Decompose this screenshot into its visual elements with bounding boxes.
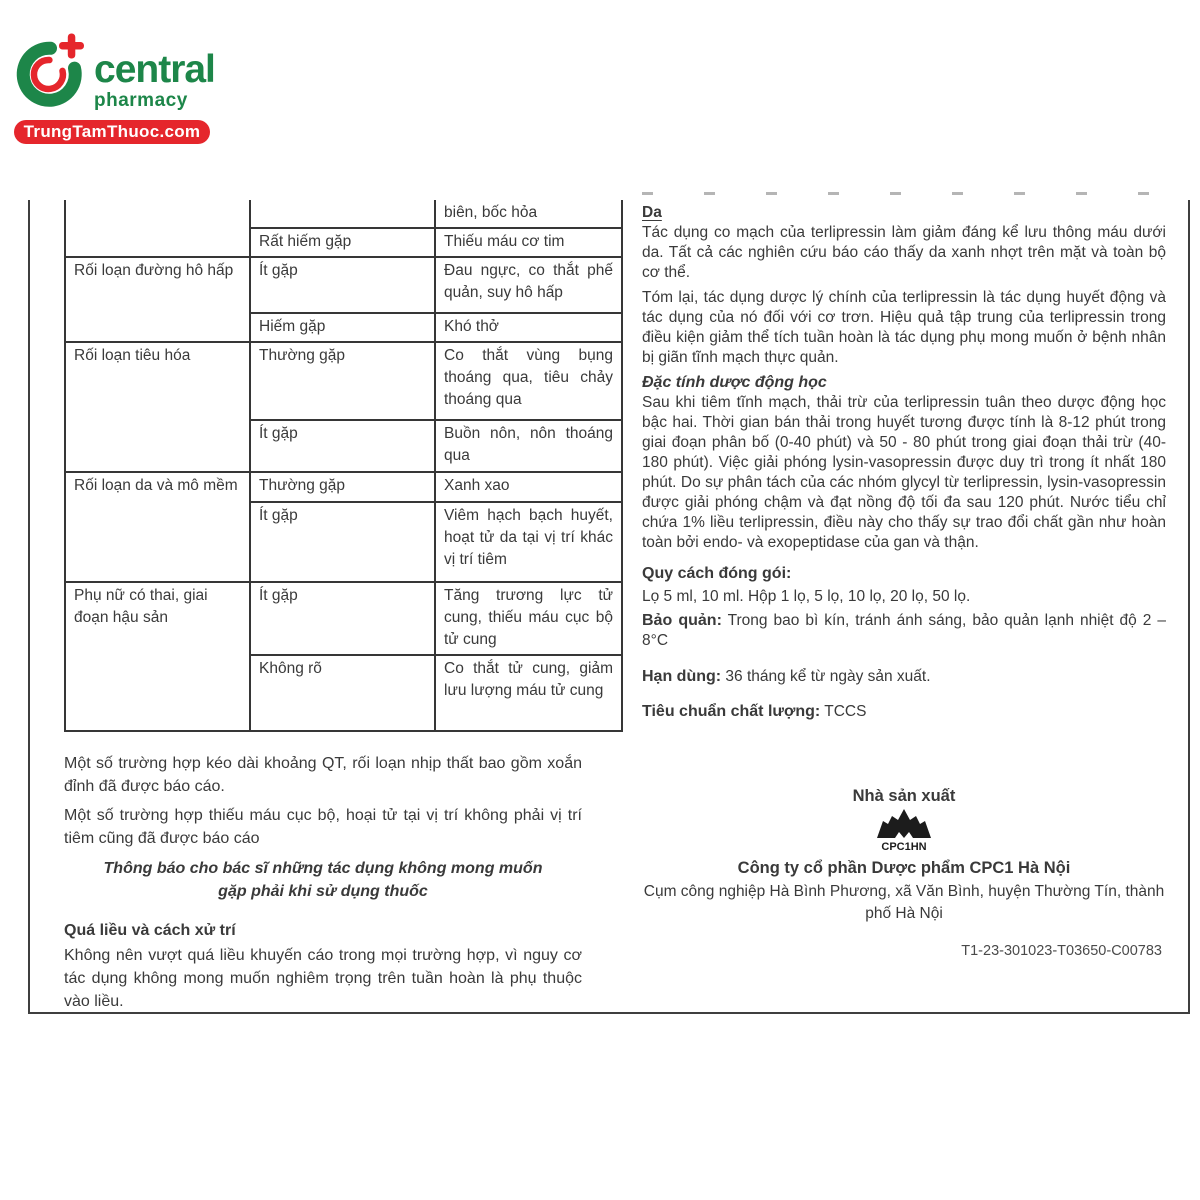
qt-paragraph: Một số trường hợp kéo dài khoảng QT, rối loạn nhịp thất bao gồm xoắn đỉnh đã được báo cáo. bbox=[64, 755, 582, 795]
table-row bbox=[65, 582, 622, 655]
cpc1hn-logo-icon bbox=[869, 808, 939, 856]
adverse-reactions-table bbox=[64, 200, 623, 732]
brand-tagline: TrungTamThuoc.com bbox=[23, 122, 201, 141]
cpc1hn-logo-text: CPC1HN bbox=[881, 841, 927, 853]
effect-cell: Tăng trương lực tử cung, thiếu máu cục bộ tử cung bbox=[435, 582, 622, 655]
frequency-cell bbox=[250, 200, 435, 228]
logo-c-icon bbox=[14, 32, 86, 108]
group-cell: Rối loạn tiêu hóa bbox=[65, 342, 250, 472]
effect-cell: biên, bốc hỏa bbox=[435, 200, 622, 228]
packaging-heading: Quy cách đóng gói: bbox=[642, 565, 792, 582]
effect-cell: Co thắt vùng bụng thoáng qua, tiêu chảy thoáng qua bbox=[435, 342, 622, 420]
effect-cell: Thiếu máu cơ tim bbox=[435, 228, 622, 257]
manufacturer-heading: Nhà sản xuất bbox=[852, 787, 956, 805]
table-row bbox=[65, 472, 622, 502]
skin-paragraph: Tác dụng co mạch của terlipressin làm giảm đáng kể lưu thông máu dưới da. Tất cả các nghiên cứu báo cáo thấy da xanh nhợt trên mặt và toàn bộ cơ thể. bbox=[642, 224, 1166, 281]
quality-label: Tiêu chuẩn chất lượng: bbox=[642, 703, 821, 720]
left-column bbox=[64, 200, 613, 1013]
effect-cell: Xanh xao bbox=[435, 472, 622, 502]
group-cell: Phụ nữ có thai, giai đoạn hậu sản bbox=[65, 582, 250, 731]
brand-name: central bbox=[94, 48, 215, 91]
overdose-text: Không nên vượt quá liều khuyến cáo trong mọi trường hợp, vì nguy cơ tác dụng không mong muốn nghiêm trọng trên tuần hoàn là phụ thuộc vào liều. bbox=[64, 947, 582, 1010]
frequency-cell: Thường gặp bbox=[250, 472, 435, 502]
table-row bbox=[65, 342, 622, 420]
pharmacokinetics-text: Sau khi tiêm tĩnh mạch, thải trừ của terlipressin tuân theo dược động học bậc hai. Thời gian bán thải trong huyết tương được tính là 8-12 phút trong giai đoạn phân bố (0-40 phút) và 50 - 80 phút trong giai đoạn thải trừ (40-180 phút). Việc giải phóng lysin-vasopressin được duy trì trong ít nhất 180 phút. Do sự phân tách của các nhóm glycyl từ terlipressin, lysin-vasopressin được giải phóng chậm và đạt nồng độ tối đa sau 120 phút. Nước tiểu chỉ chứa 1% liều terlipressin, điều này cho thấy sự trao đổi chất gần như hoàn toàn bởi endo- và exopeptidase của gan và thận. bbox=[642, 394, 1166, 551]
shelf-life-text: 36 tháng kể từ ngày sản xuất. bbox=[725, 667, 931, 685]
frequency-cell: Không rõ bbox=[250, 655, 435, 731]
frequency-cell: Rất hiếm gặp bbox=[250, 228, 435, 257]
pharmacokinetics-heading: Đặc tính dược động học bbox=[642, 374, 827, 391]
table-row bbox=[65, 200, 622, 228]
frequency-cell: Ít gặp bbox=[250, 582, 435, 655]
table-row bbox=[65, 257, 622, 313]
effect-cell: Co thắt tử cung, giảm lưu lượng máu tử cung bbox=[435, 655, 622, 731]
central-pharmacy-logo bbox=[14, 32, 224, 144]
quality-line bbox=[642, 702, 1166, 722]
group-cell bbox=[65, 200, 250, 257]
clipped-text-fragments bbox=[642, 192, 1166, 195]
frequency-cell: Ít gặp bbox=[250, 257, 435, 313]
manufacturer-block bbox=[642, 786, 1166, 925]
ischemia-paragraph: Một số trường hợp thiếu máu cục bộ, hoại tử tại vị trí không phải vị trí tiêm cũng đã được báo cáo bbox=[64, 807, 582, 847]
effect-cell: Đau ngực, co thắt phế quản, suy hô hấp bbox=[435, 257, 622, 313]
storage-label: Bảo quản: bbox=[642, 612, 722, 629]
manufacturer-company: Công ty cổ phần Dược phẩm CPC1 Hà Nội bbox=[737, 859, 1071, 877]
doctor-notice: Thông báo cho bác sĩ những tác dụng không mong muốn gặp phải khi sử dụng thuốc bbox=[103, 860, 543, 900]
brand-top bbox=[14, 32, 224, 110]
frequency-cell: Ít gặp bbox=[250, 420, 435, 472]
shelf-life-line bbox=[642, 667, 1166, 687]
skin-heading: Da bbox=[642, 204, 662, 221]
packaging-text: Lọ 5 ml, 10 ml. Hộp 1 lọ, 5 lọ, 10 lọ, 20 lọ, 50 lọ. bbox=[642, 588, 971, 605]
shelf-life-label: Hạn dùng: bbox=[642, 667, 722, 685]
summary-paragraph: Tóm lại, tác dụng dược lý chính của terlipressin là tác dụng huyết động và tác dụng của nó đối với cơ trơn. Hiệu quả tập trung của terlipressin trong điều kiện giảm thể tích tuần hoàn là tác dụng phụ mong muốn ở bệnh nhân bị giãn tĩnh mạch thực quản. bbox=[642, 289, 1166, 366]
overdose-heading: Quá liều và cách xử trí bbox=[64, 922, 236, 939]
brand-subtitle: pharmacy bbox=[94, 90, 188, 111]
manufacturer-address: Cụm công nghiệp Hà Bình Phương, xã Văn Bình, huyện Thường Tín, thành phố Hà Nội bbox=[643, 883, 1165, 922]
page-frame bbox=[28, 200, 1190, 1014]
storage-line bbox=[642, 611, 1166, 651]
brand-tagline-pill bbox=[14, 120, 210, 144]
frequency-cell: Hiếm gặp bbox=[250, 313, 435, 342]
effect-cell: Viêm hạch bạch huyết, hoạt tử da tại vị trí khác vị trí tiêm bbox=[435, 502, 622, 582]
storage-text: Trong bao bì kín, tránh ánh sáng, bảo quản lạnh nhiệt độ 2 – 8°C bbox=[642, 612, 1166, 649]
group-cell: Rối loạn đường hô hấp bbox=[65, 257, 250, 342]
group-cell: Rối loạn da và mô mềm bbox=[65, 472, 250, 582]
frequency-cell: Ít gặp bbox=[250, 502, 435, 582]
effect-cell: Buồn nôn, nôn thoáng qua bbox=[435, 420, 622, 472]
effect-cell: Khó thở bbox=[435, 313, 622, 342]
document-code: T1-23-301023-T03650-C00783 bbox=[961, 943, 1162, 959]
quality-text: TCCS bbox=[824, 703, 867, 720]
frequency-cell: Thường gặp bbox=[250, 342, 435, 420]
brand-wordmark bbox=[94, 50, 215, 110]
right-column bbox=[642, 192, 1166, 961]
